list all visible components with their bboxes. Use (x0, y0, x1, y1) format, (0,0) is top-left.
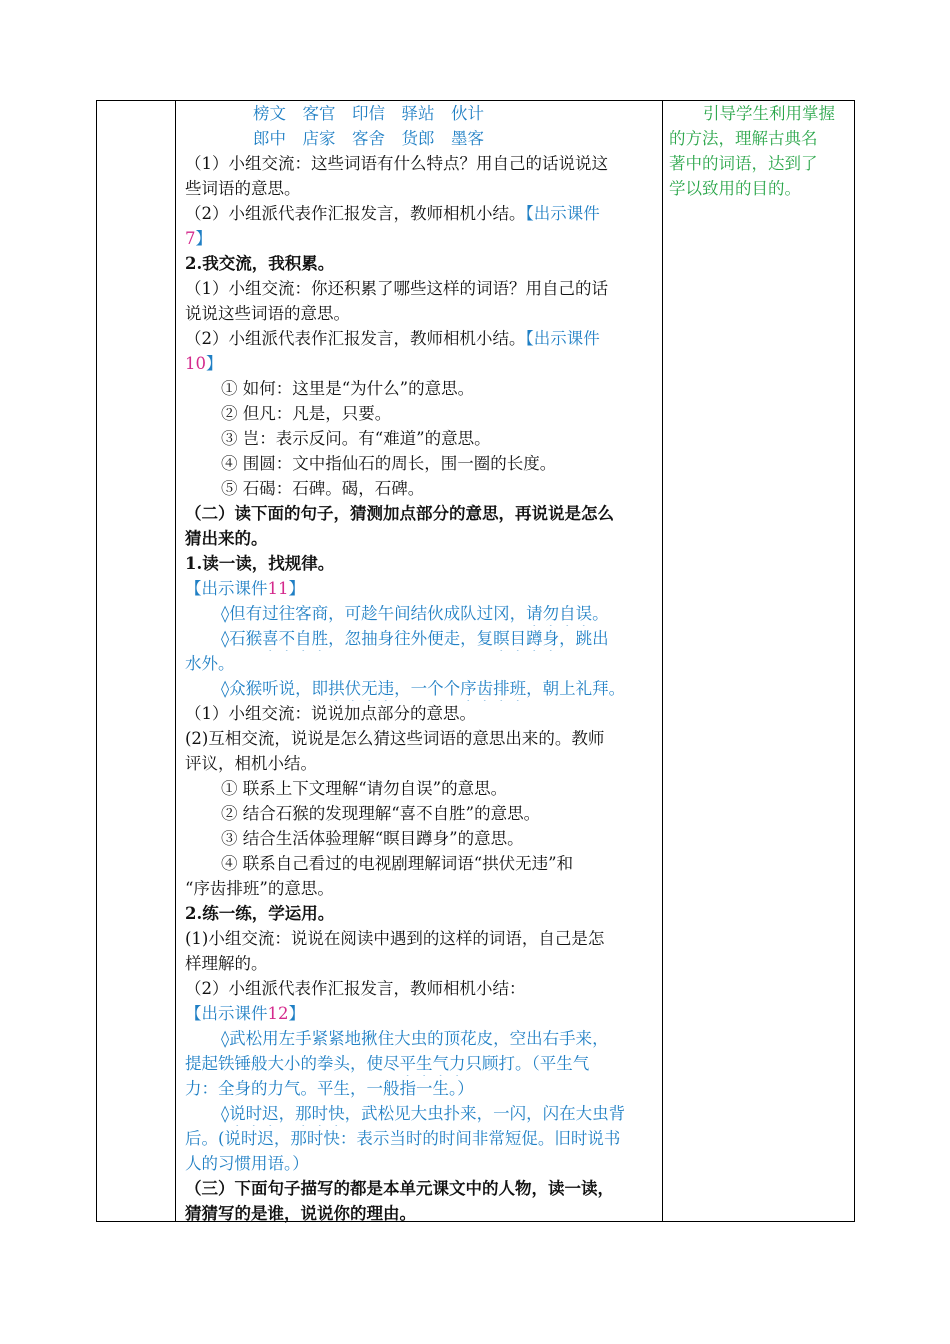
word-row-2: 郎中 店家 客舍 货郎 墨客 (253, 129, 484, 148)
word-row-1: 榜文 客官 印信 驿站 伙计 (253, 104, 484, 123)
list-item: ④ 联系自己看过的电视剧理解词语“拱伏无违”和 (221, 854, 574, 873)
part2-question-2b: 评议，相机小结。 (185, 754, 317, 773)
courseware-ref-10: 10】 (185, 354, 223, 373)
practice-1a: (1)小组交流：说说在阅读中遇到的这样的词语，自己是怎 (185, 929, 605, 948)
courseware-ref-11: 【出示课件11】 (185, 579, 305, 598)
part2-question-2a: (2)互相交流，说说是怎么猜这些词语的意思出来的。教师 (185, 729, 605, 748)
note-line: 著中的词语，达到了 (669, 154, 818, 173)
design-intent-column (669, 101, 853, 201)
s2-question-1a: （1）小组交流：你还积累了哪些这样的词语？用自己的话 (185, 279, 608, 298)
list-item: ③ 结合生活体验理解“瞑目蹲身”的意思。 (221, 829, 524, 848)
note-line: 的方法，理解古典名 (669, 129, 818, 148)
part2-question-1: （1）小组交流：说说加点部分的意思。 (185, 704, 476, 723)
s1-question-1b: 些词语的意思。 (185, 179, 301, 198)
part2-heading-b: 猜出来的。 (185, 529, 268, 548)
part3-heading-b: 猜猜写的是谁，说说你的理由。 (185, 1204, 416, 1223)
courseware-ref-7: 7】 (185, 229, 212, 248)
example-1a: ◊武松用左手紧紧地揪住大虫的顶花皮，空出右手来， (221, 1029, 609, 1048)
list-item: ② 结合石猴的发现理解“喜不自胜”的意思。 (221, 804, 541, 823)
s2-question-2: （2）小组派代表作汇报发言，教师相机小结。【出示课件 (185, 329, 600, 348)
sentence-2: ◊石猴喜不自胜，忽抽身往外便走，复瞑目蹲身，跳出 (221, 629, 609, 648)
s1-question-1a: （1）小组交流：这些词语有什么特点？用自己的话说说这 (185, 154, 608, 173)
example-1b: 提起铁锤般大小的拳头，使尽平生气力只顾打。（平生气 (185, 1054, 590, 1073)
list-item: ② 但凡：凡是，只要。 (221, 404, 392, 423)
list-item: ① 如何：这里是“为什么”的意思。 (221, 379, 475, 398)
s2-heading: 2.我交流，我积累。 (185, 254, 335, 273)
note-line: 引导学生利用掌握 (703, 104, 835, 123)
part2-heading-a: （二）读下面的句子，猜测加点部分的意思，再说说是怎么 (185, 504, 614, 523)
part2-sub2: 2.练一练，学运用。 (185, 904, 335, 923)
note-line: 学以致用的目的。 (669, 179, 801, 198)
list-item: ① 联系上下文理解“请勿自误”的意思。 (221, 779, 508, 798)
sentence-1: ◊但有过往客商，可趁午间结伙成队过冈，请勿自误。 (221, 604, 609, 623)
part3-heading-a: （三）下面句子描写的都是本单元课文中的人物，读一读， (185, 1179, 614, 1198)
s1-question-2: （2）小组派代表作汇报发言，教师相机小结。【出示课件 (185, 204, 600, 223)
list-item: ③ 岂：表示反问。有“难道”的意思。 (221, 429, 491, 448)
column-divider-left (175, 101, 176, 1221)
list-item: ④ 围圆：文中指仙石的周长，围一圈的长度。 (221, 454, 557, 473)
example-2a: ◊说时迟，那时快，武松见大虫扑来，一闪，闪在大虫背 (221, 1104, 626, 1123)
part2-sub1: 1.读一读，找规律。 (185, 554, 335, 573)
lesson-table (96, 100, 855, 1222)
activity-column (185, 101, 663, 1226)
example-1c: 力：全身的力气。平生，一般指一生。） (185, 1079, 474, 1098)
list-item-cont: “序齿排班”的意思。 (185, 879, 334, 898)
practice-1b: 样理解的。 (185, 954, 268, 973)
example-2b: 后。(说时迟，那时快：表示当时的时间非常短促。旧时说书 (185, 1129, 621, 1148)
practice-2: （2）小组派代表作汇报发言，教师相机小结： (185, 979, 526, 998)
example-2c: 人的习惯用语。） (185, 1154, 309, 1173)
list-item: ⑤ 石碣：石碑。碣，石碑。 (221, 479, 425, 498)
sentence-2-cont: 水外。 (185, 654, 235, 673)
sentence-3: ◊众猴听说，即拱伏无违，一个个序齿排班，朝上礼拜。 (221, 679, 626, 698)
s2-question-1b: 说说这些词语的意思。 (185, 304, 350, 323)
courseware-ref-12: 【出示课件12】 (185, 1004, 305, 1023)
